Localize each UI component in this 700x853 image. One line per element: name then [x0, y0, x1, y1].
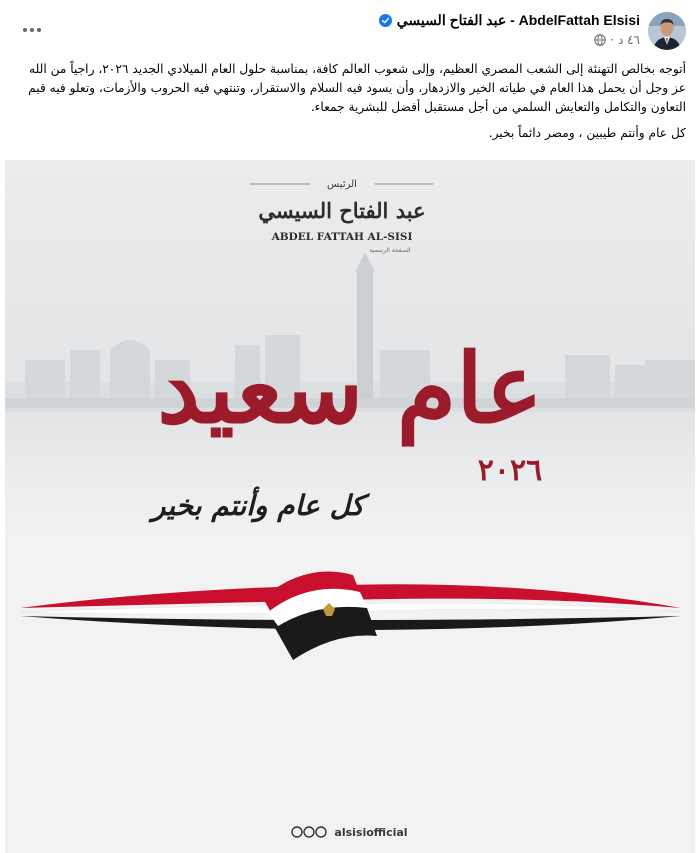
post-timestamp[interactable]: ٤٦ د [617, 33, 640, 47]
globe-icon[interactable] [594, 34, 606, 46]
verified-badge-icon [379, 14, 392, 27]
stamp-subtitle: الصفحة الرسمية [369, 247, 411, 254]
avatar-image [648, 12, 686, 50]
post-text [14, 60, 686, 143]
more-options-icon [23, 28, 27, 32]
meta-separator: · [610, 33, 614, 47]
greeting-card-artwork [5, 160, 695, 853]
headline: عام سعيد [157, 332, 543, 445]
author-avatar[interactable] [648, 12, 686, 50]
author-line [374, 12, 640, 29]
post-meta [594, 33, 640, 47]
footer-handle: alsisiofficial [334, 826, 408, 839]
headline-year: ٢٠٢٦ [477, 453, 543, 488]
stamp-name-ar: عبد الفتاح السيسي [258, 198, 426, 223]
author-name[interactable]: AbdelFattah Elsisi - عبد الفتاح السيسي [396, 12, 640, 28]
post-image[interactable] [5, 160, 695, 853]
post-paragraph-1: أتوجه بخالص التهنئة إلى الشعب المصري العظيم، وإلى شعوب العالم كافة، بمناسبة حلول العام الميلادي الجديد ٢٠٢٦، راجياً من الله عز وجل أن يحمل هذا العام في طياته الخير والازدهار، وأن يسود فيه السلام والاستقرار، وتنتهي فيه الحروب والأزمات، وتعلو فيه قيم التعاون والتكامل والتعايش السلمي من أجل مستقبل أفضل للبشرية جمعاء. [28, 62, 686, 114]
greeting-calligraphy: كل عام وأنتم بخير [151, 489, 365, 522]
more-options-button[interactable] [16, 18, 48, 42]
stamp-name-en: ABDEL FATTAH AL-SISI [271, 231, 413, 243]
post-header [0, 0, 700, 58]
post-paragraph-2: كل عام وأنتم طيبين ، ومصر دائماً بخير. [488, 126, 686, 140]
stamp-title: الرئيس [327, 179, 357, 190]
